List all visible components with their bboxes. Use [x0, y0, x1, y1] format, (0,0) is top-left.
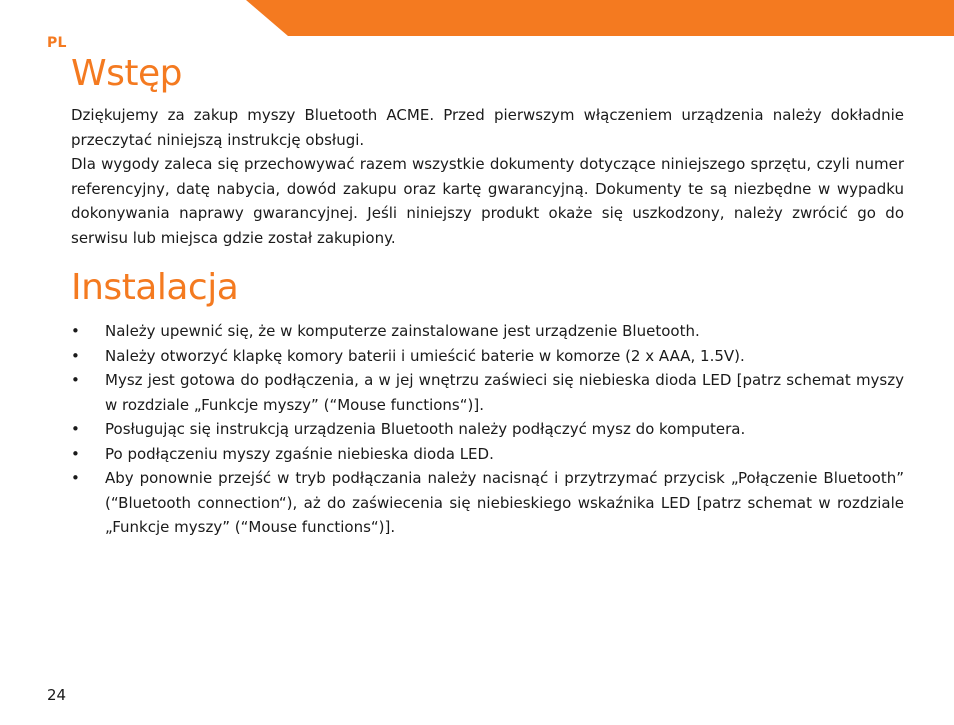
step-text: Posługując się instrukcją urządzenia Bluetooth należy podłączyć mysz do komputera. — [105, 420, 746, 438]
header-accent-bar — [246, 0, 954, 36]
page-content — [71, 50, 904, 540]
bullet-icon: • — [71, 322, 80, 340]
step-text: Należy upewnić się, że w komputerze zainstalowane jest urządzenie Bluetooth. — [105, 322, 700, 340]
step-text: Mysz jest gotowa do podłączenia, a w jej wnętrzu zaświeci się niebieska dioda LED [patrz schemat myszy w rozdziale „Funkcje myszy” (“Mouse functions“)]. — [105, 371, 904, 414]
step-text: Należy otworzyć klapkę komory baterii i umieścić baterie w komorze (2 x AAA, 1.5V). — [105, 346, 745, 365]
step-text: Aby ponownie przejść w tryb podłączania należy nacisnąć i przytrzymać przycisk „Połączenie Bluetooth” (“Bluetooth connection“), aż do zaświecenia się niebieskiego wskaźnika LED [patrz schemat w rozdziale „Funkcje myszy” (“Mouse functions“)]. — [105, 469, 904, 536]
intro-paragraph: Dziękujemy za zakup myszy Bluetooth ACME. Przed pierwszym włączeniem urządzenia należy dokładnie przeczytać niniejszą instrukcję obsługi. — [71, 106, 904, 149]
bullet-icon: • — [71, 469, 80, 487]
bullet-icon: • — [71, 444, 80, 463]
list-item — [71, 442, 904, 467]
bullet-icon: • — [71, 346, 80, 365]
installation-steps-list — [71, 319, 904, 540]
intro-text — [71, 103, 904, 250]
list-item — [71, 368, 904, 417]
section-title-intro: Wstęp — [71, 53, 182, 94]
step-text: Po podłączeniu myszy zgaśnie niebieska dioda LED. — [105, 444, 494, 463]
section-title-installation: Instalacja — [71, 267, 239, 308]
list-item — [71, 466, 904, 540]
page-number: 24 — [47, 686, 67, 704]
bullet-icon: • — [71, 420, 80, 438]
intro-paragraph: Dla wygody zaleca się przechowywać razem wszystkie dokumenty dotyczące niniejszego sprzętu, czyli numer referencyjny, datę nabycia, dowód zakupu oraz kartę gwarancyjną. Dokumenty te są niezbędne w wypadku dokonywania naprawy gwarancyjnej. Jeśli niniejszy produkt okaże się uszkodzony, należy zwrócić go do serwisu lub miejsca gdzie został zakupiony. — [71, 155, 904, 247]
list-item — [71, 417, 904, 442]
list-item — [71, 344, 904, 369]
language-label: PL — [47, 35, 67, 51]
list-item — [71, 319, 904, 344]
bullet-icon: • — [71, 371, 80, 389]
